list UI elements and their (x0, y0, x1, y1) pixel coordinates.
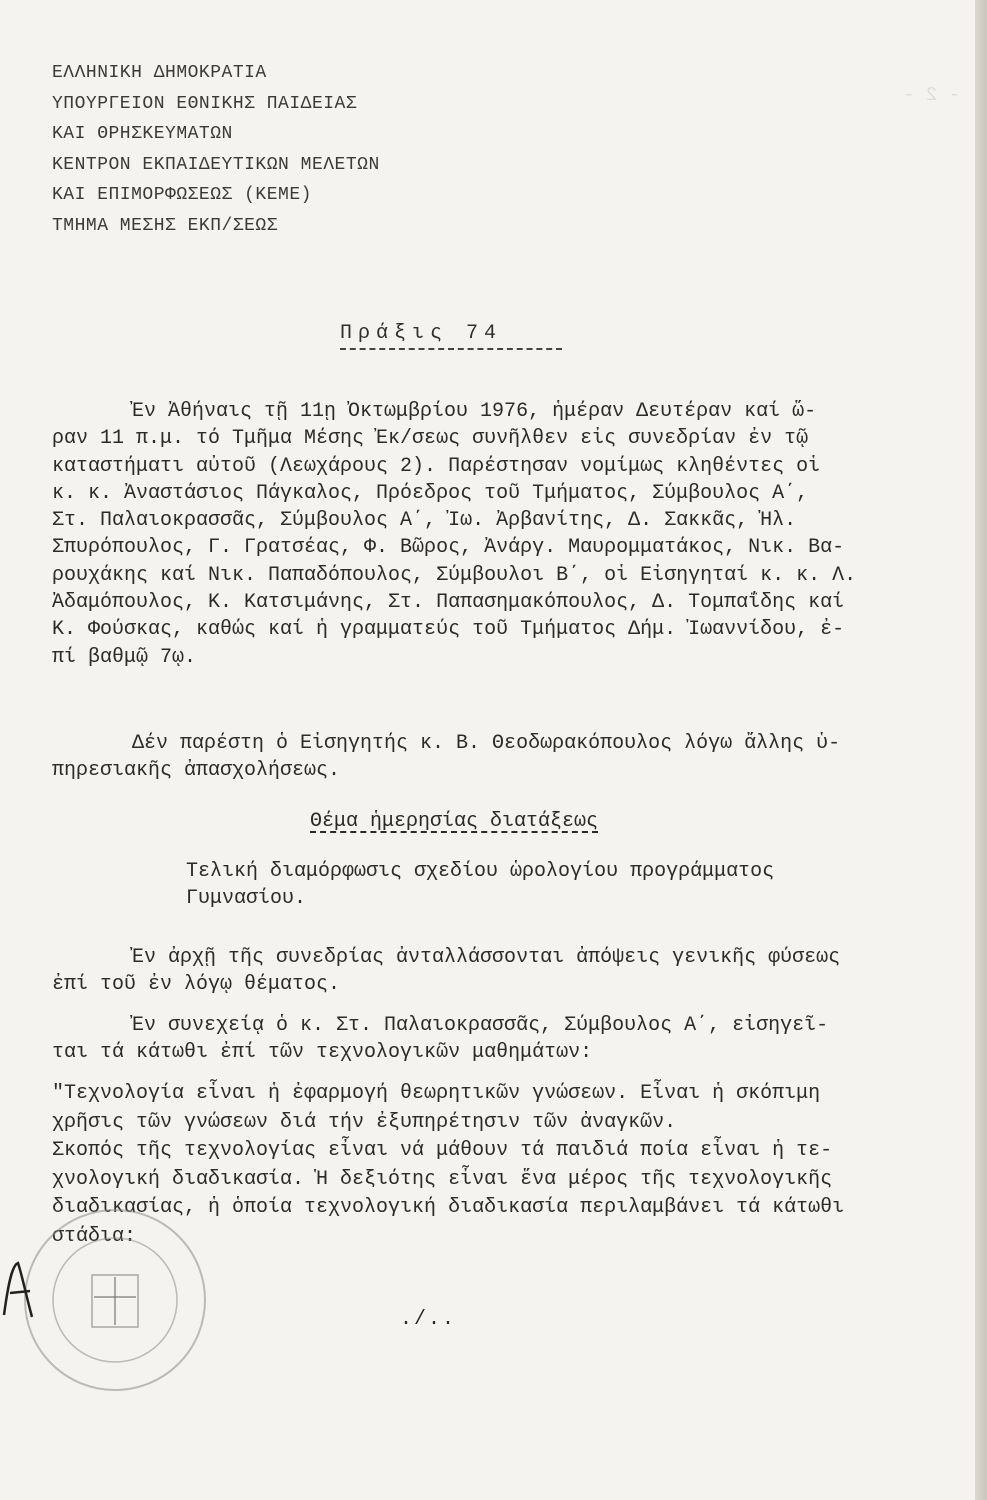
text-line: Κ. Φούσκας, καθώς καί ἡ γραμματεύς τοῦ Τμήματος Δήμ. Ἰωαννίδου, ἐ- (52, 618, 845, 642)
letterhead-line: ΤΜΗΜΑ ΜΕΣΗΣ ΕΚΠ/ΣΕΩΣ (52, 215, 279, 236)
agenda-subject (186, 858, 886, 913)
letterhead-line: ΚΑΙ ΕΠΙΜΟΡΦΩΣΕΩΣ (ΚΕΜΕ) (52, 185, 312, 205)
text-line: καταστήματι αὐτοῦ (Λεωχάρους 2). Παρέστησαν νομίμως κληθέντες οἱ (52, 454, 821, 478)
letterhead-line: ΥΠΟΥΡΓΕΙΟΝ ΕΘΝΙΚΗΣ ΠΑΙΔΕΙΑΣ (52, 93, 358, 114)
page-edge-shadow (975, 0, 987, 1500)
letterhead (52, 58, 380, 241)
text-line: Στ. Παλαιοκρασσᾶς, Σύμβουλος Α΄, Ἰω. Ἀρβανίτης, Δ. Σακκᾶς, Ἠλ. (52, 509, 797, 533)
text-line: πί βαθμῷ 7ῳ. (52, 645, 197, 669)
proposal-paragraph (52, 1012, 947, 1067)
text-line: Γυμνασίου. (186, 887, 307, 911)
continuation-mark: ./.. (400, 1308, 457, 1331)
text-line: στάδια: (52, 1224, 137, 1248)
text-line: ἐπί τοῦ ἐν λόγῳ θέματος. (52, 973, 341, 997)
text-line: Ἐν ἀρχῇ τῆς συνεδρίας ἀνταλλάσσονται ἀπόψεις γενικῆς φύσεως (132, 946, 841, 969)
text-line: Ἐν Ἀθήναις τῇ 11ῃ Ὀκτωμβρίου 1976, ἡμέραν Δευτέραν καί ὥ- (132, 400, 817, 423)
letterhead-line: ΚΕΝΤΡΟΝ ΕΚΠΑΙΔΕΥΤΙΚΩΝ ΜΕΛΕΤΩΝ (52, 154, 380, 175)
text-line: διαδικασίας, ἡ ὁποία τεχνολογική διαδικασία περιλαμβάνει τά κάτωθι (52, 1196, 845, 1219)
text-line: χνολογική διαδικασία. Ἡ δεξιότης εἶναι ἕνα μέρος τῆς τεχνολογικῆς (52, 1167, 833, 1191)
text-line: Δέν παρέστη ὁ Εἰσηγητής κ. Β. Θεοδωρακόπουλος λόγω ἄλλης ὑ- (132, 732, 841, 755)
letterhead-line: ΕΛΛΗΝΙΚΗ ΔΗΜΟΚΡΑΤΙΑ (52, 63, 267, 83)
document-title: Πράξις 74 (340, 322, 503, 345)
official-stamp (20, 1205, 210, 1395)
title-underline (340, 348, 562, 350)
text-line: Ἀδαμόπουλος, Κ. Κατσιμάνης, Στ. Παπασημακόπουλος, Δ. Τομπαΐδης καί (52, 591, 845, 615)
text-line: ται τά κάτωθι ἐπί τῶν τεχνολογικῶν μαθημάτων: (52, 1041, 593, 1065)
bleed-through-text: - 2 - (902, 84, 960, 106)
text-line: Σκοπός τῆς τεχνολογίας εἶναι νά μάθουν τά παιδιά ποία εἶναι ἡ τε- (52, 1139, 833, 1162)
text-line: πηρεσιακῆς ἀπασχολήσεως. (52, 759, 341, 783)
discussion-paragraph (52, 944, 947, 999)
handwritten-initials (0, 1255, 40, 1325)
agenda-heading: Θέμα ἡμερησίας διατάξεως (310, 810, 599, 833)
text-line: χρῆσις τῶν γνώσεων διά τήν ἐξυπηρέτησιν τῶν ἀναγκῶν. (52, 1110, 677, 1134)
text-line: ρουχάκης καί Νικ. Παπαδόπουλος, Σύμβουλοι Β΄, οἱ Εἰσηγηταί κ. κ. Λ. (52, 563, 857, 587)
text-line: κ. κ. Ἀναστάσιος Πάγκαλος, Πρόεδρος τοῦ Τμήματος, Σύμβουλος Α΄, (52, 481, 809, 505)
absent-paragraph (52, 730, 947, 785)
text-line: Ἐν συνεχείᾳ ὁ κ. Στ. Παλαιοκρασσᾶς, Σύμβουλος Α΄, εἰσηγεῖ- (132, 1014, 829, 1037)
text-line: Τελική διαμόρφωσις σχεδίου ὡρολογίου προγράμματος (186, 860, 775, 883)
text-line: "Τεχνολογία εἶναι ἡ ἐφαρμογή θεωρητικῶν γνώσεων. Εἶναι ἡ σκόπιμη (52, 1082, 821, 1105)
text-line: ραν 11 π.μ. τό Τμῆμα Μέσης Ἐκ/σεως συνῆλθεν εἰς συνεδρίαν ἐν τῷ (52, 427, 809, 451)
text-line: Σπυρόπουλος, Γ. Γρατσέας, Φ. Βῶρος, Ἀνάργ. Μαυρομματάκος, Νικ. Βα- (52, 536, 845, 560)
intro-paragraph (52, 398, 947, 671)
letterhead-line: ΚΑΙ ΘΡΗΣΚΕΥΜΑΤΩΝ (52, 124, 233, 144)
